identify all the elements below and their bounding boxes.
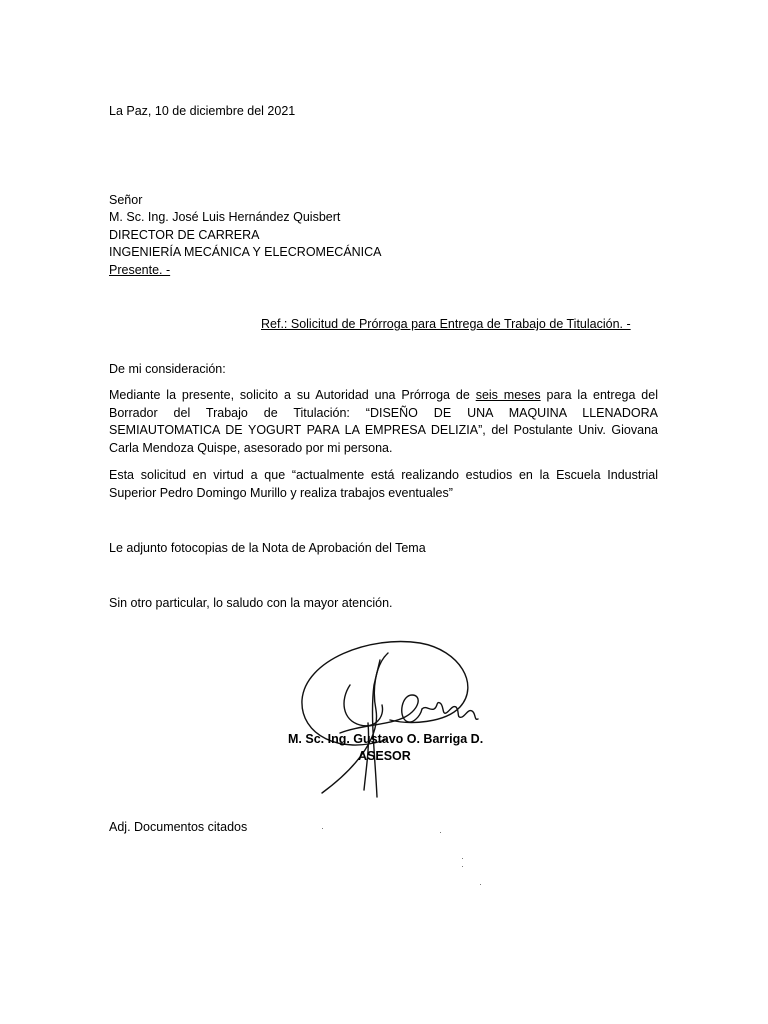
signatory-role: ASESOR: [358, 749, 411, 763]
presente-line: Presente. -: [109, 263, 171, 277]
letter-date: La Paz, 10 de diciembre del 2021: [109, 104, 296, 118]
attachments-line: Adj. Documentos citados: [109, 820, 248, 834]
body-p1-before: Mediante la presente, solicito a su Autoridad una Prórroga de: [109, 388, 476, 402]
body-p1-after: para la entrega del Borrador del Trabajo de Titulación: “DISEÑO DE UNA MAQUINA LLENADORA SEMIAUTOMATICA DE YOGURT PARA LA EMPRESA DELIZIA”, del Postulante Univ. Giovana Carla Mendoza Quispe, asesorado por mi persona.: [109, 388, 658, 455]
scan-speck: [440, 832, 441, 833]
body-paragraph-2: Esta solicitud en virtud a que “actualmente está realizando estudios en la Escuela Industrial Superior Pedro Domingo Murillo y realiza trabajos eventuales”: [109, 468, 658, 500]
scan-speck: [462, 866, 463, 867]
body-paragraph-3: Le adjunto fotocopias de la Nota de Aprobación del Tema: [109, 541, 426, 555]
signatory-name: M. Sc. Ing. Gustavo O. Barriga D.: [288, 732, 484, 746]
recipient-salutation: Señor: [109, 193, 143, 207]
reference-line: Ref.: Solicitud de Prórroga para Entrega de Trabajo de Titulación. -: [261, 317, 631, 331]
body-paragraph-1: [109, 387, 658, 457]
greeting: De mi consideración:: [109, 362, 226, 376]
scan-speck: [462, 858, 463, 859]
scan-speck: [480, 884, 481, 885]
body-p1-underlined: seis meses: [475, 388, 541, 402]
recipient-name: M. Sc. Ing. José Luis Hernández Quisbert: [109, 210, 341, 224]
recipient-title: DIRECTOR DE CARRERA: [109, 228, 260, 242]
closing-line: Sin otro particular, lo saludo con la mayor atención.: [109, 596, 393, 610]
recipient-department: INGENIERÍA MECÁNICA Y ELECROMECÁNICA: [109, 245, 382, 259]
scan-speck: [322, 828, 323, 829]
signature-image: [280, 625, 480, 800]
